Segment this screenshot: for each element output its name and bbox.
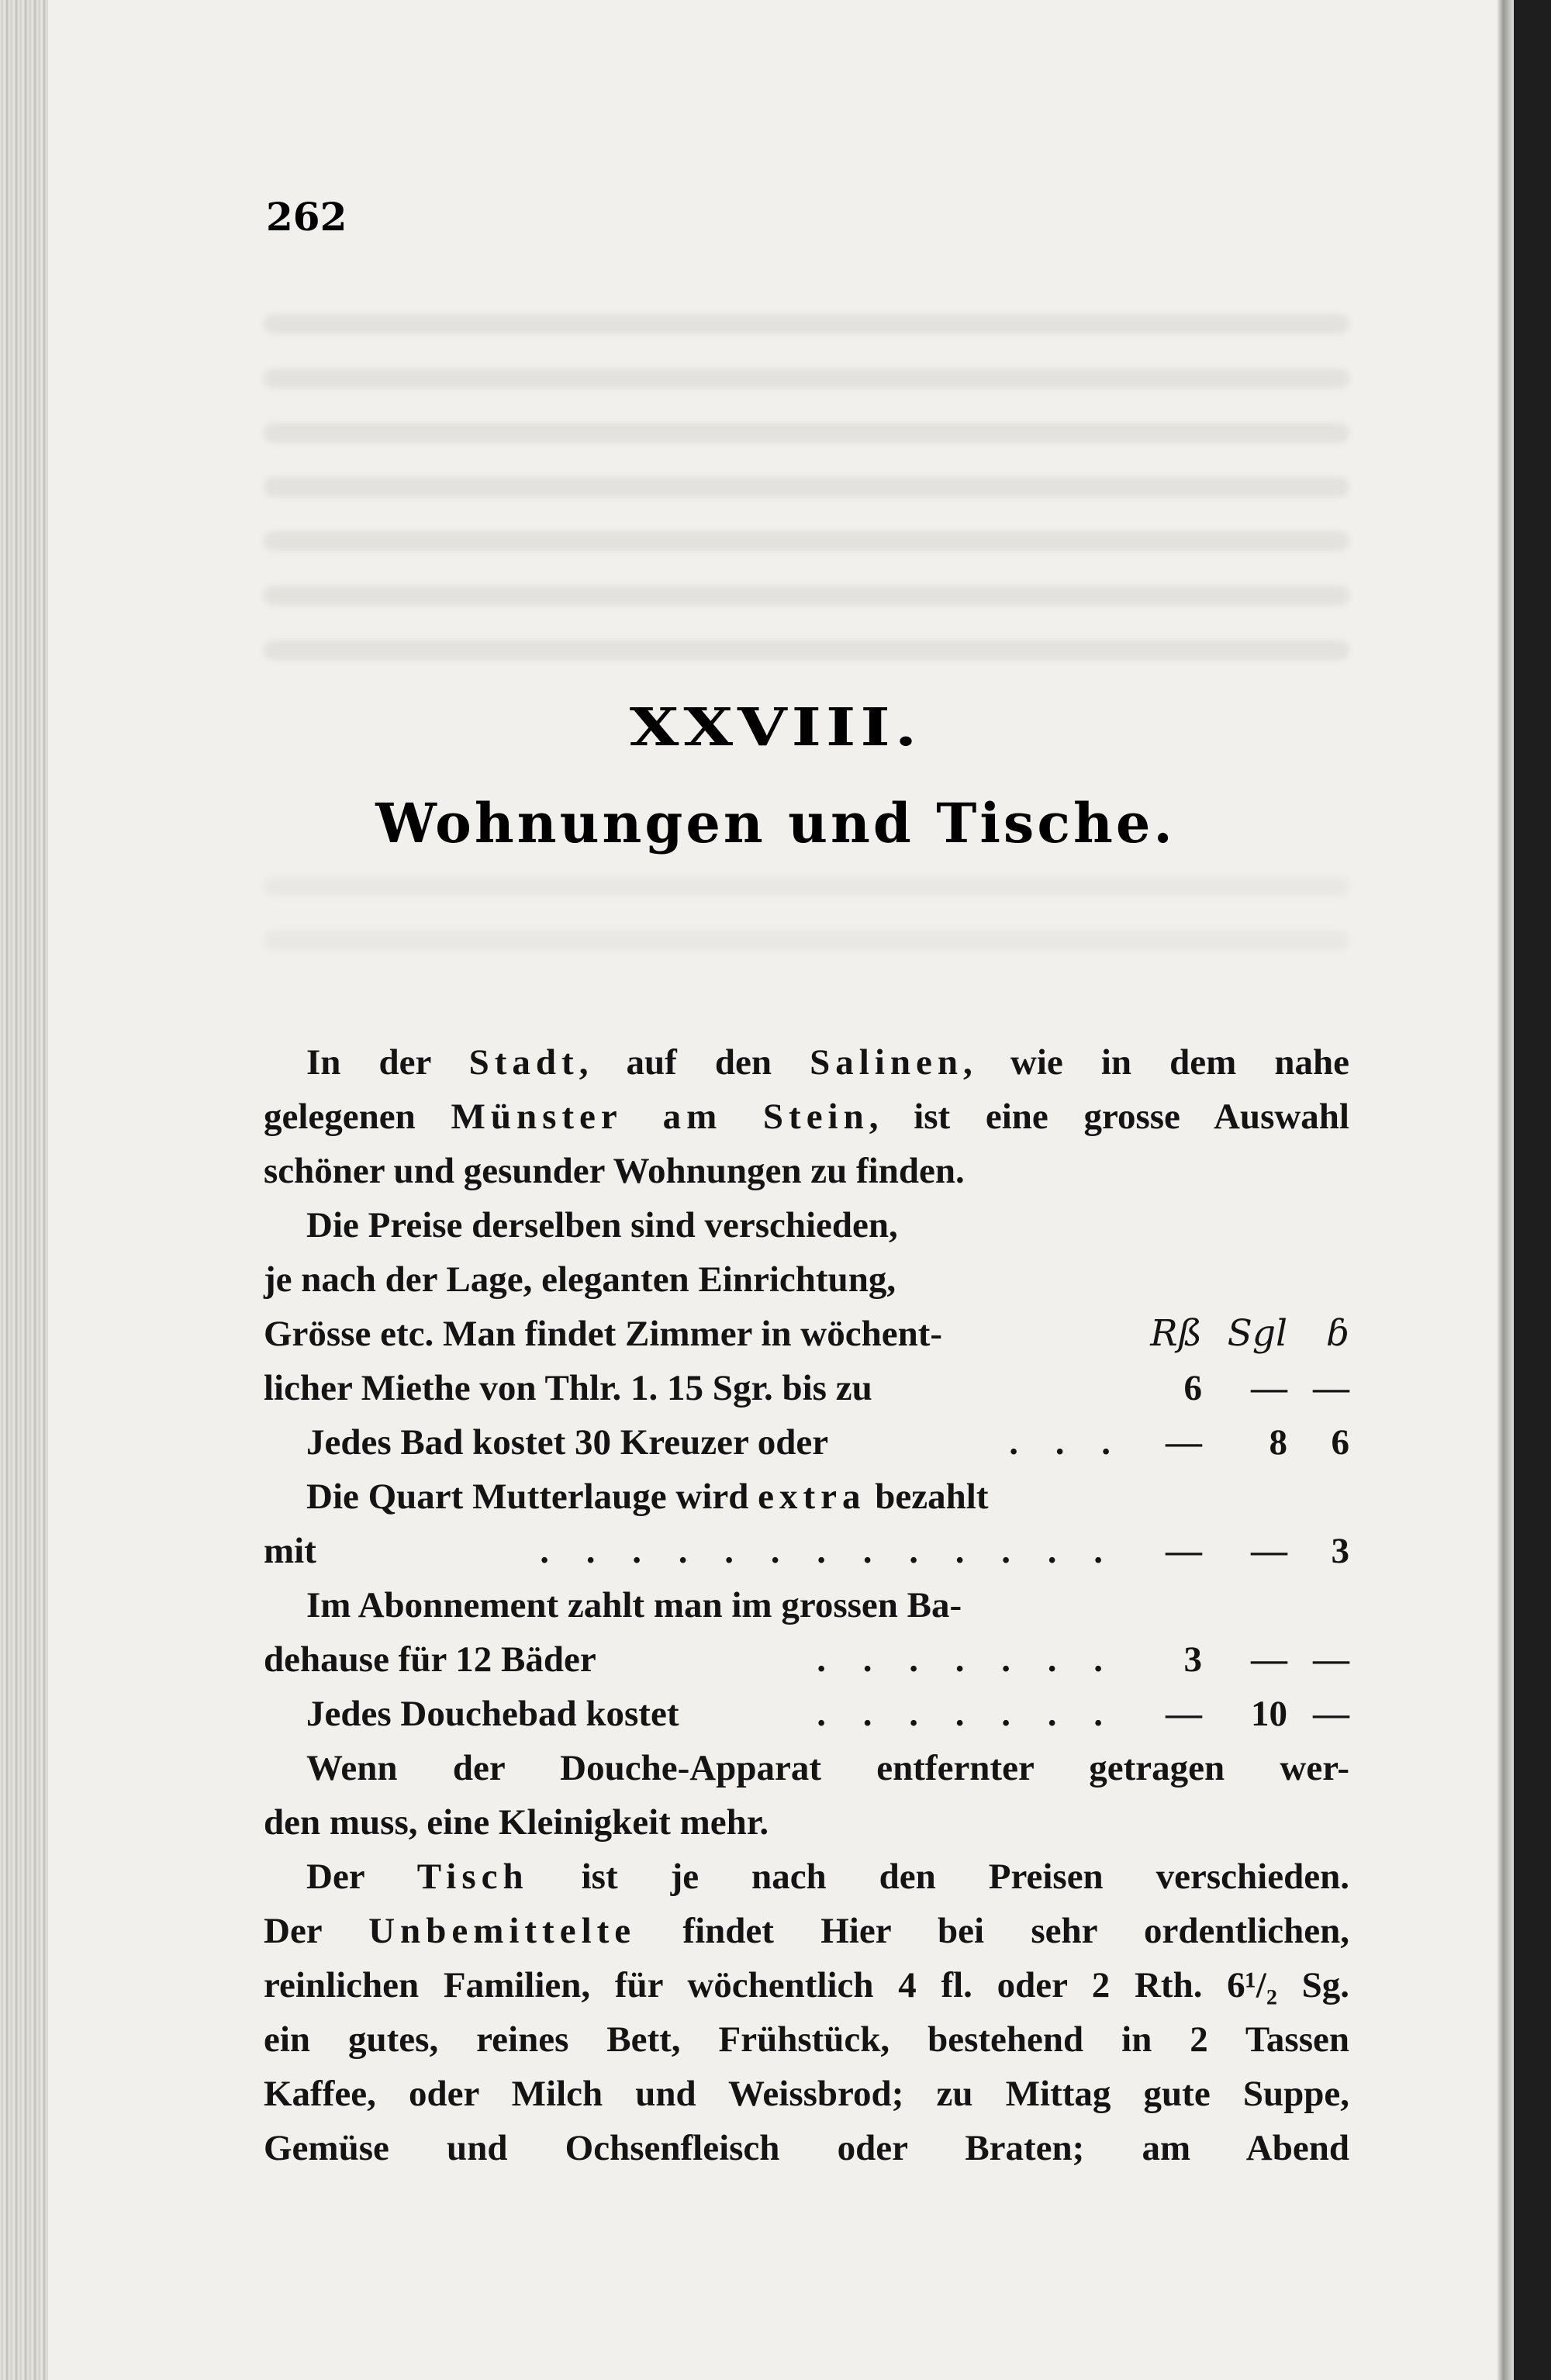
text-line: den muss, eine Kleinigkeit mehr. bbox=[264, 1802, 769, 1843]
show-through bbox=[264, 931, 1349, 951]
text-line: Gemüse und Ochsenfleisch oder Braten; am Abend bbox=[264, 2128, 1349, 2168]
text-line: Die Preise derselben sind verschieden, bbox=[306, 1205, 898, 1245]
show-through bbox=[264, 423, 1349, 443]
show-through bbox=[264, 477, 1349, 497]
text-line: ein gutes, reines Bett, Frühstück, bestehend in 2 Tassen bbox=[264, 2019, 1349, 2060]
show-through bbox=[264, 586, 1349, 606]
page-number: 262 bbox=[266, 194, 347, 240]
price-row: mit . . . . . . . . . . . . . — — 3 bbox=[264, 1531, 1349, 1571]
show-through bbox=[264, 314, 1349, 334]
text-line: Die Quart Mutterlauge wird extra bezahlt bbox=[306, 1477, 989, 1517]
chapter-number: XXVIII. bbox=[629, 696, 922, 758]
page-right-edge bbox=[1497, 0, 1514, 2380]
text-line: In der Stadt, auf den Salinen, wie in dem nahe bbox=[306, 1042, 1349, 1083]
price-row: dehause für 12 Bäder . . . . . . . 3 — — bbox=[264, 1639, 1349, 1680]
price-row: Jedes Bad kostet 30 Kreuzer oder . . . — 8 6 bbox=[306, 1422, 1349, 1463]
col-header-thaler: Rß bbox=[1150, 1312, 1202, 1355]
text-line: Wenn der Douche-Apparat entfernter getragen wer- bbox=[306, 1748, 1349, 1788]
text-line: reinlichen Familien, für wöchentlich 4 fl. oder 2 Rth. 6¹/₂ Sg. bbox=[264, 1965, 1349, 2005]
text-line: Grösse etc. Man findet Zimmer in wöchent- Rß Sgl ɓ bbox=[264, 1307, 1349, 1361]
text-line: Der Tisch ist je nach den Preisen verschieden. bbox=[306, 1857, 1349, 1897]
text-line: gelegenen Münster am Stein, ist eine grosse Auswahl bbox=[264, 1097, 1349, 1137]
show-through bbox=[264, 531, 1349, 551]
col-header-groschen: Sgl bbox=[1227, 1312, 1287, 1355]
price-row: Jedes Douchebad kostet . . . . . . . — 10 — bbox=[306, 1694, 1349, 1734]
col-header-pfennig: ɓ bbox=[1325, 1312, 1349, 1355]
text-line: schöner und gesunder Wohnungen zu finden. bbox=[264, 1151, 965, 1191]
chapter-title: Wohnungen und Tische. bbox=[375, 791, 1176, 855]
text-line: Kaffee, oder Milch und Weissbrod; zu Mittag gute Suppe, bbox=[264, 2074, 1349, 2114]
show-through bbox=[264, 640, 1349, 660]
show-through bbox=[264, 368, 1349, 389]
text-line: je nach der Lage, eleganten Einrichtung, bbox=[264, 1259, 896, 1300]
text-line: Im Abonnement zahlt man im grossen Ba- bbox=[306, 1585, 962, 1625]
text-line: Der Unbemittelte findet Hier bei sehr ordentlichen, bbox=[264, 1911, 1349, 1951]
show-through bbox=[264, 876, 1349, 896]
price-row: licher Miethe von Thlr. 1. 15 Sgr. bis zu 6 — — bbox=[264, 1368, 1349, 1408]
